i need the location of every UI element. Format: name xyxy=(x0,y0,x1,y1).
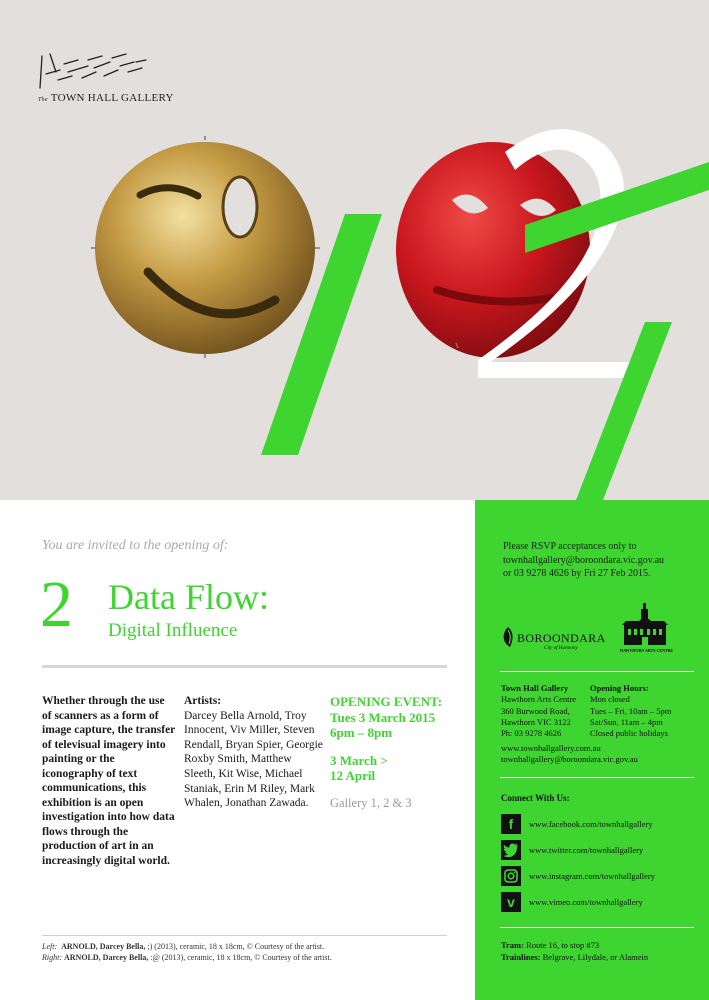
exhibition-venue: Gallery 1, 2 & 3 xyxy=(330,795,412,810)
hours-line: Mon closed xyxy=(590,694,630,705)
social-link-twitter[interactable] xyxy=(501,840,643,860)
connect-heading: Connect With Us: xyxy=(501,793,570,803)
web-links xyxy=(501,743,638,766)
divider xyxy=(42,665,447,668)
tram-info xyxy=(501,940,648,952)
logo-prefix: The xyxy=(38,97,48,103)
twitter-url[interactable]: www.twitter.com/townhallgallery xyxy=(529,845,644,855)
facebook-url[interactable]: www.facebook.com/townhallgallery xyxy=(529,819,653,829)
opening-hours xyxy=(590,683,671,739)
twitter-bird-icon xyxy=(503,843,519,857)
vimeo-icon: v xyxy=(501,892,521,912)
hours-line: Tues – Fri, 10am – 5pm xyxy=(590,705,672,716)
contact-heading: Town Hall Gallery xyxy=(501,683,569,693)
gold-winking-face-sculpture xyxy=(91,136,320,358)
rsvp-line-1: Please RSVP acceptances only to xyxy=(503,541,637,552)
tram-route: Route 16, to stop #73 xyxy=(526,940,600,950)
tram-label: Tram: xyxy=(501,940,524,950)
credit-right-artist: ARNOLD, Darcey Bella, xyxy=(64,953,149,962)
exhibition-title: Data Flow: xyxy=(108,577,269,617)
transport-info xyxy=(501,940,648,963)
logo-name: TOWN HALL GALLERY xyxy=(50,92,174,104)
rsvp-line-3: or 03 9278 4626 by Fri 27 Feb 2015. xyxy=(503,568,651,579)
event-label: OPENING EVENT: xyxy=(330,694,443,709)
contact-line: Hawthorn VIC 3122 xyxy=(501,716,571,727)
train-label: Trainlines: xyxy=(501,951,541,962)
red-angry-face-sculpture xyxy=(396,142,590,358)
exhibition-run-start: 3 March > xyxy=(330,752,388,768)
boroondara-leaf-icon xyxy=(500,626,516,648)
artists-names: Darcey Bella Arnold, Troy Innocent, Viv Miller, Steven Rendall, Bryan Spier, Georgie Roxby Smith, Matthew Sleeth, Kit Wise, Michael Staniak, Erin M Riley, Mark Whalen, Jonathan Zawada. xyxy=(184,709,323,810)
email-link[interactable]: townhallgallery@boroondara.vic.gov.au xyxy=(501,754,638,765)
image-credits xyxy=(42,941,332,963)
instagram-icon xyxy=(501,866,521,886)
hac-name: HAWTHORN ARTS CENTRE xyxy=(620,648,674,653)
vimeo-url[interactable]: www.vimeo.com/townhallgallery xyxy=(529,897,643,907)
social-link-instagram[interactable] xyxy=(501,866,655,886)
instagram-camera-icon xyxy=(504,869,518,883)
hatch-marks-logo-icon xyxy=(38,50,148,90)
town-hall-building-icon xyxy=(620,603,670,647)
gallery-logo xyxy=(38,50,174,104)
instagram-url[interactable]: www.instagram.com/townhallgallery xyxy=(529,871,655,881)
green-slash-graphic-lower xyxy=(576,322,672,500)
exhibition-number: 2 xyxy=(40,568,73,641)
exhibition-subtitle: Digital Influence xyxy=(108,620,238,641)
facebook-icon: f xyxy=(501,814,521,834)
contact-phone: Ph: 03 9278 4626 xyxy=(501,728,562,739)
sidebar-divider xyxy=(500,927,694,928)
rsvp-email[interactable]: townhallgallery@boroondara.vic.gov.au xyxy=(503,554,665,566)
boroondara-name: BOROONDARA xyxy=(517,631,606,645)
credit-right-label: Right: xyxy=(42,953,62,962)
artists-label: Artists: xyxy=(184,695,222,707)
credit-left xyxy=(42,941,332,952)
credit-left-artist: ARNOLD, Darcey Bella, xyxy=(61,942,146,951)
social-link-facebook[interactable] xyxy=(501,814,653,834)
credit-right-detail: :@ (2013), ceramic, 18 x 18cm, © Courtesy of the artist. xyxy=(150,953,332,962)
hours-line: Sat/Sun, 11am – 4pm xyxy=(590,716,663,727)
social-link-vimeo[interactable] xyxy=(501,892,643,912)
gallery-logo-text xyxy=(38,92,174,104)
boroondara-logo xyxy=(500,626,606,653)
sidebar-divider xyxy=(500,671,694,672)
hours-line: Closed public holidays xyxy=(590,728,668,739)
invitation-intro: You are invited to the opening of: xyxy=(42,538,229,553)
rsvp-info xyxy=(503,540,703,581)
twitter-icon xyxy=(501,840,521,860)
artists-list xyxy=(184,694,324,811)
credit-left-label: Left: xyxy=(42,942,58,951)
boroondara-tagline: City of Harmony xyxy=(544,646,578,651)
contact-address xyxy=(501,683,576,739)
credit-left-detail: ;) (2013), ceramic, 18 x 18cm, © Courtesy of the artist. xyxy=(147,942,325,951)
sidebar-divider xyxy=(500,777,694,778)
contact-line: Hawthorn Arts Centre xyxy=(501,694,577,705)
credits-divider xyxy=(42,935,447,936)
contact-line: 360 Burwood Road, xyxy=(501,705,570,716)
hawthorn-arts-centre-logo xyxy=(620,603,674,653)
exhibition-run-end: 12 April xyxy=(330,768,376,783)
train-lines: Belgrave, Lilydale, or Alamein xyxy=(542,951,649,962)
event-time: 6pm – 8pm xyxy=(330,725,393,740)
opening-event xyxy=(330,694,470,811)
train-info xyxy=(501,952,648,964)
exhibition-description: Whether through the use of scanners as a form of image capture, the transfer of televisual imagery into painting or the iconography of text communications, this exhibition is an open investigation into how data flows through the production of art in an increasingly digital world. xyxy=(42,695,176,867)
event-date: Tues 3 March 2015 xyxy=(330,709,436,725)
website-link[interactable]: www.townhallgallery.com.au xyxy=(501,743,601,753)
hours-heading: Opening Hours: xyxy=(590,683,649,693)
credit-right xyxy=(42,952,332,963)
